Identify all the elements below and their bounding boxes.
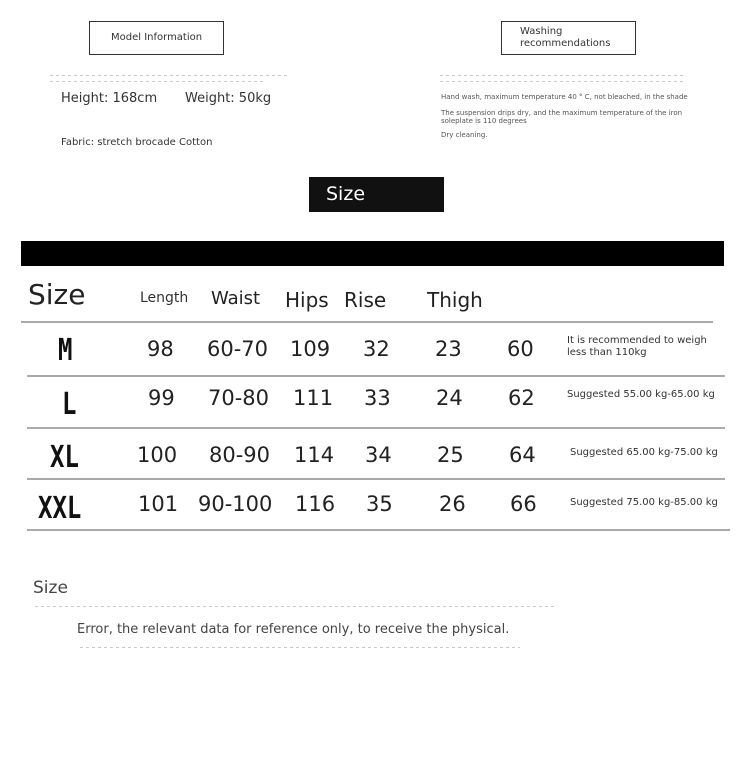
cell-thigh: 25 [437, 443, 464, 467]
washing-line-2: The suspension drips dry, and the maximum temperature of the iron soleplate is 110 degrees [441, 109, 683, 125]
model-height: Height: 168cm [61, 91, 158, 106]
cell-length: 98 [147, 337, 174, 361]
model-weight: Weight: 50kg [185, 91, 272, 106]
cell-extra: 62 [508, 386, 535, 410]
weight-note: Suggested 75.00 kg-85.00 kg [570, 497, 718, 508]
washing-line-1: Hand wash, maximum temperature 40 ° C, not bleached, in the shade [441, 93, 688, 101]
cell-waist: 70-80 [208, 386, 270, 410]
fabric-info: Fabric: stretch brocade Cotton [61, 137, 213, 148]
cell-thigh: 24 [436, 386, 463, 410]
weight-note: Suggested 65.00 kg-75.00 kg [570, 447, 718, 458]
cell-rise: 34 [365, 443, 392, 467]
divider [440, 75, 685, 76]
size-code-xl: XL [50, 440, 79, 475]
washing-label: Washing recommendations [520, 26, 611, 49]
divider [50, 81, 265, 82]
cell-waist: 90-100 [198, 492, 273, 516]
footer-title: Size [33, 578, 68, 598]
size-code-xxl: XXL [38, 491, 82, 526]
row-divider [27, 375, 725, 377]
cell-waist: 60-70 [207, 337, 269, 361]
table-top-bar [21, 241, 724, 266]
row-divider [27, 529, 730, 531]
cell-hips: 109 [290, 337, 331, 361]
footer-disclaimer: Error, the relevant data for reference only, to receive the physical. [77, 622, 510, 637]
cell-rise: 33 [364, 386, 391, 410]
header-thigh: Thigh [427, 288, 483, 312]
weight-note: Suggested 55.00 kg-65.00 kg [567, 389, 715, 400]
divider [80, 647, 520, 648]
cell-length: 99 [148, 386, 175, 410]
size-section-tag: Size [309, 177, 444, 212]
divider [50, 75, 290, 76]
row-divider [27, 427, 725, 429]
cell-extra: 66 [510, 492, 537, 516]
row-divider [27, 478, 725, 480]
header-length: Length [140, 290, 189, 306]
size-code-m: M [58, 333, 73, 368]
washing-label-box [501, 21, 636, 55]
cell-waist: 80-90 [209, 443, 271, 467]
cell-rise: 32 [363, 337, 390, 361]
cell-extra: 64 [509, 443, 536, 467]
header-hips: Hips [285, 288, 329, 312]
cell-rise: 35 [366, 492, 393, 516]
cell-thigh: 26 [439, 492, 466, 516]
header-size: Size [28, 278, 86, 311]
divider [440, 81, 685, 82]
divider [35, 606, 555, 607]
size-code-l: L [62, 387, 77, 422]
weight-note: It is recommended to weigh less than 110kg [567, 335, 707, 358]
cell-hips: 114 [294, 443, 335, 467]
row-divider [21, 321, 713, 323]
header-rise: Rise [344, 288, 387, 312]
cell-length: 101 [138, 492, 179, 516]
washing-line-3: Dry cleaning. [441, 131, 488, 139]
cell-extra: 60 [507, 337, 534, 361]
cell-hips: 116 [295, 492, 336, 516]
cell-length: 100 [137, 443, 178, 467]
cell-hips: 111 [293, 386, 334, 410]
header-waist: Waist [211, 288, 261, 309]
model-info-label-box [89, 21, 224, 55]
model-info-label: Model Information [111, 32, 203, 43]
cell-thigh: 23 [435, 337, 462, 361]
